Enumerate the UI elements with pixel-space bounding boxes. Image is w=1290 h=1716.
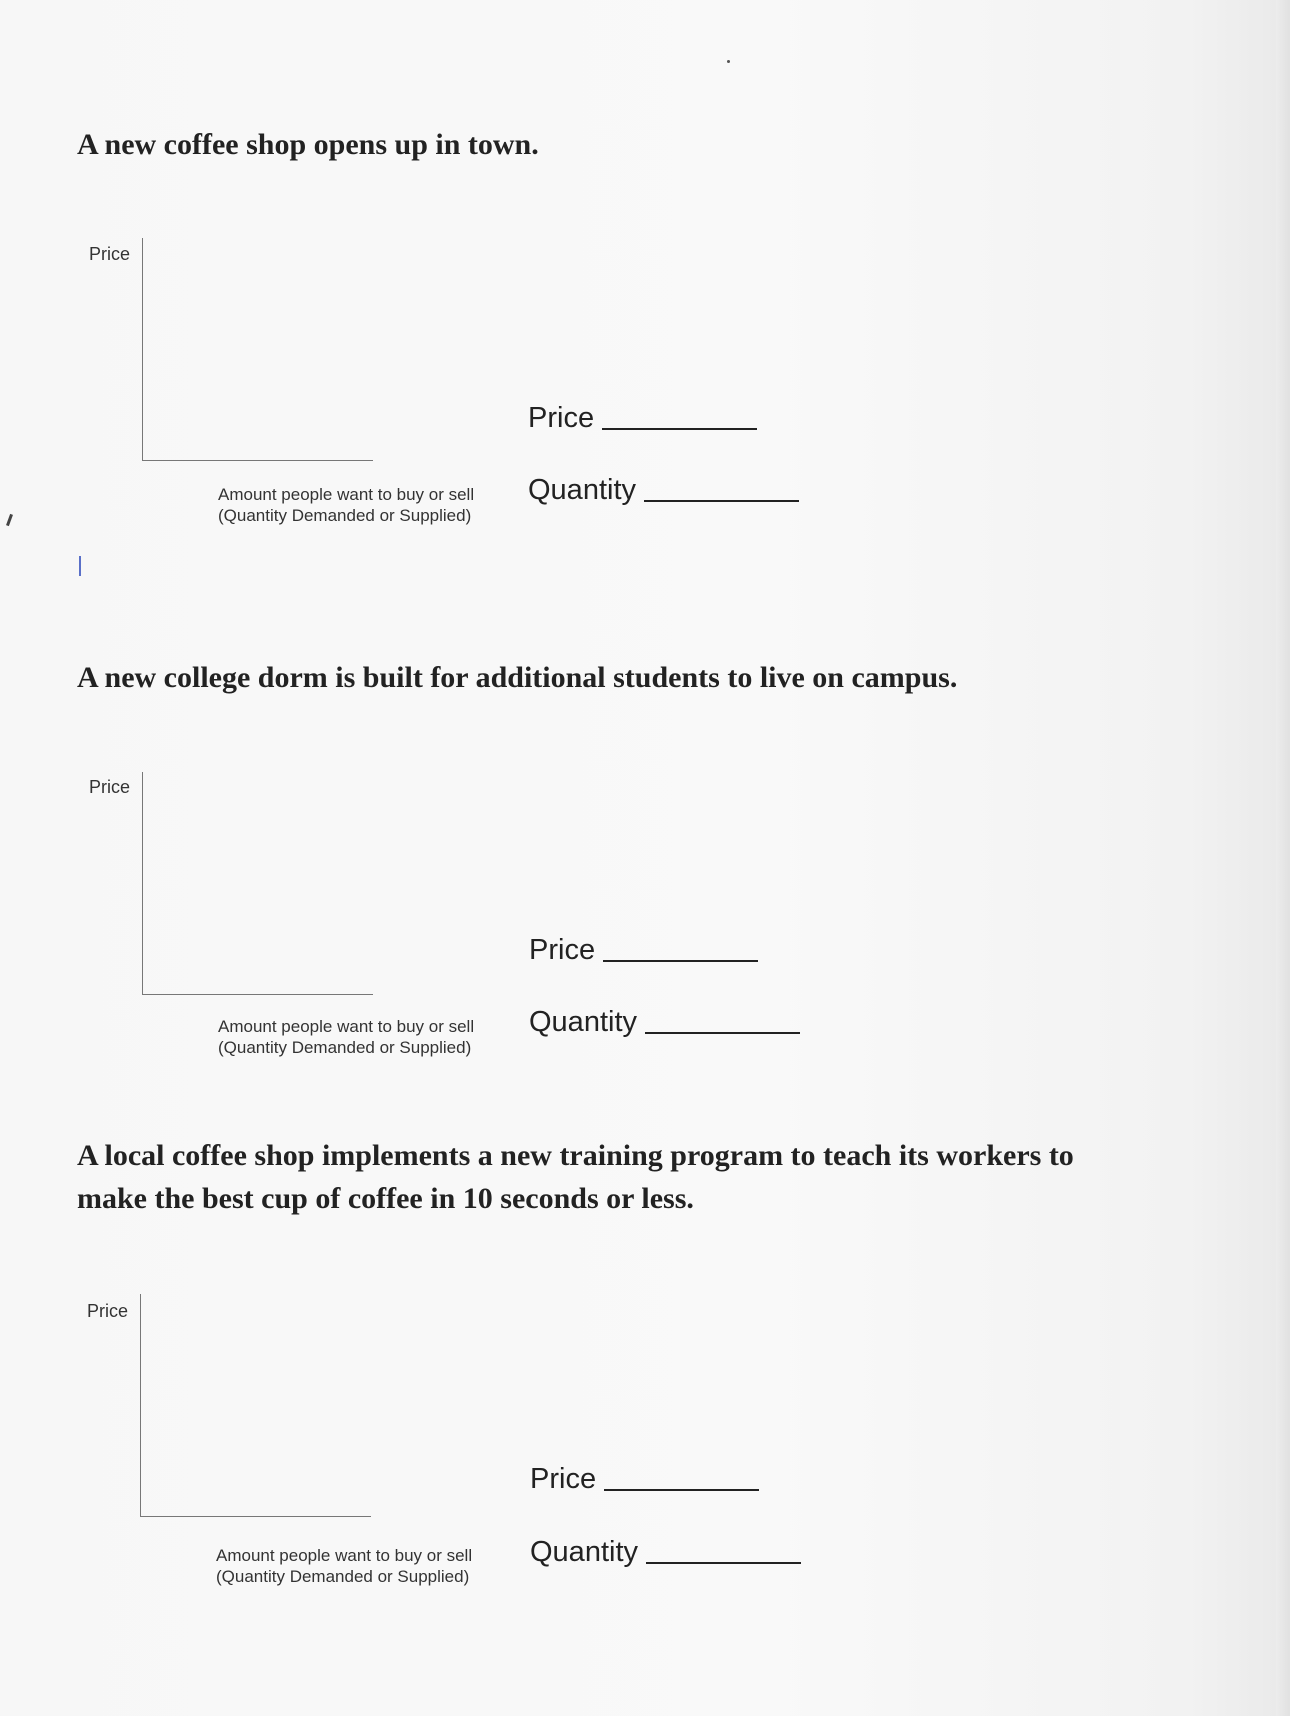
graph-3-axes[interactable] <box>140 1294 371 1517</box>
graph-2-x-axis-label: Amount people want to buy or sell (Quantity Demanded or Supplied) <box>218 1017 475 1057</box>
answer-3-price-blank[interactable] <box>604 1488 759 1491</box>
answer-3-quantity-label: Quantity <box>530 1536 638 1568</box>
answer-1-quantity-blank[interactable] <box>644 499 799 502</box>
graph-2-y-axis-label: Price <box>89 777 131 797</box>
answer-3-quantity-blank[interactable] <box>646 1561 801 1564</box>
answer-2-price <box>529 934 758 967</box>
question-1: A new coffee shop opens up in town. <box>77 128 539 161</box>
answer-3-price <box>530 1463 759 1496</box>
answer-2-quantity-label: Quantity <box>529 1006 637 1038</box>
stray-dot <box>727 60 730 63</box>
answer-2-quantity <box>529 1006 800 1039</box>
graph-1-x-axis-label: Amount people want to buy or sell (Quantity Demanded or Supplied) <box>218 485 475 525</box>
graph-2-axes[interactable] <box>142 772 373 995</box>
answer-1-price-label: Price <box>528 402 595 434</box>
answer-2-quantity-blank[interactable] <box>645 1031 800 1034</box>
page-edge-shadow <box>1276 0 1290 1716</box>
edge-mark <box>6 514 13 526</box>
graph-3-y-axis-label: Price <box>87 1301 129 1321</box>
answer-1-quantity <box>528 474 799 507</box>
graph-1-axes[interactable] <box>142 238 373 461</box>
graph-3-x-axis-label: Amount people want to buy or sell (Quantity Demanded or Supplied) <box>216 1546 473 1586</box>
answer-2-price-label: Price <box>529 934 596 966</box>
answer-1-price-blank[interactable] <box>602 427 757 430</box>
graph-1-y-axis-label: Price <box>89 244 131 264</box>
answer-2-price-blank[interactable] <box>603 959 758 962</box>
question-2: A new college dorm is built for additional students to live on campus. <box>77 661 958 694</box>
answer-3-quantity <box>530 1536 801 1569</box>
answer-1-price <box>528 402 757 435</box>
answer-3-price-label: Price <box>530 1463 597 1495</box>
answer-1-quantity-label: Quantity <box>528 474 636 506</box>
text-cursor <box>79 556 81 576</box>
question-3: A local coffee shop implements a new training program to teach its workers to make the best cup of coffee in 10 seconds or less. <box>77 1139 1074 1215</box>
